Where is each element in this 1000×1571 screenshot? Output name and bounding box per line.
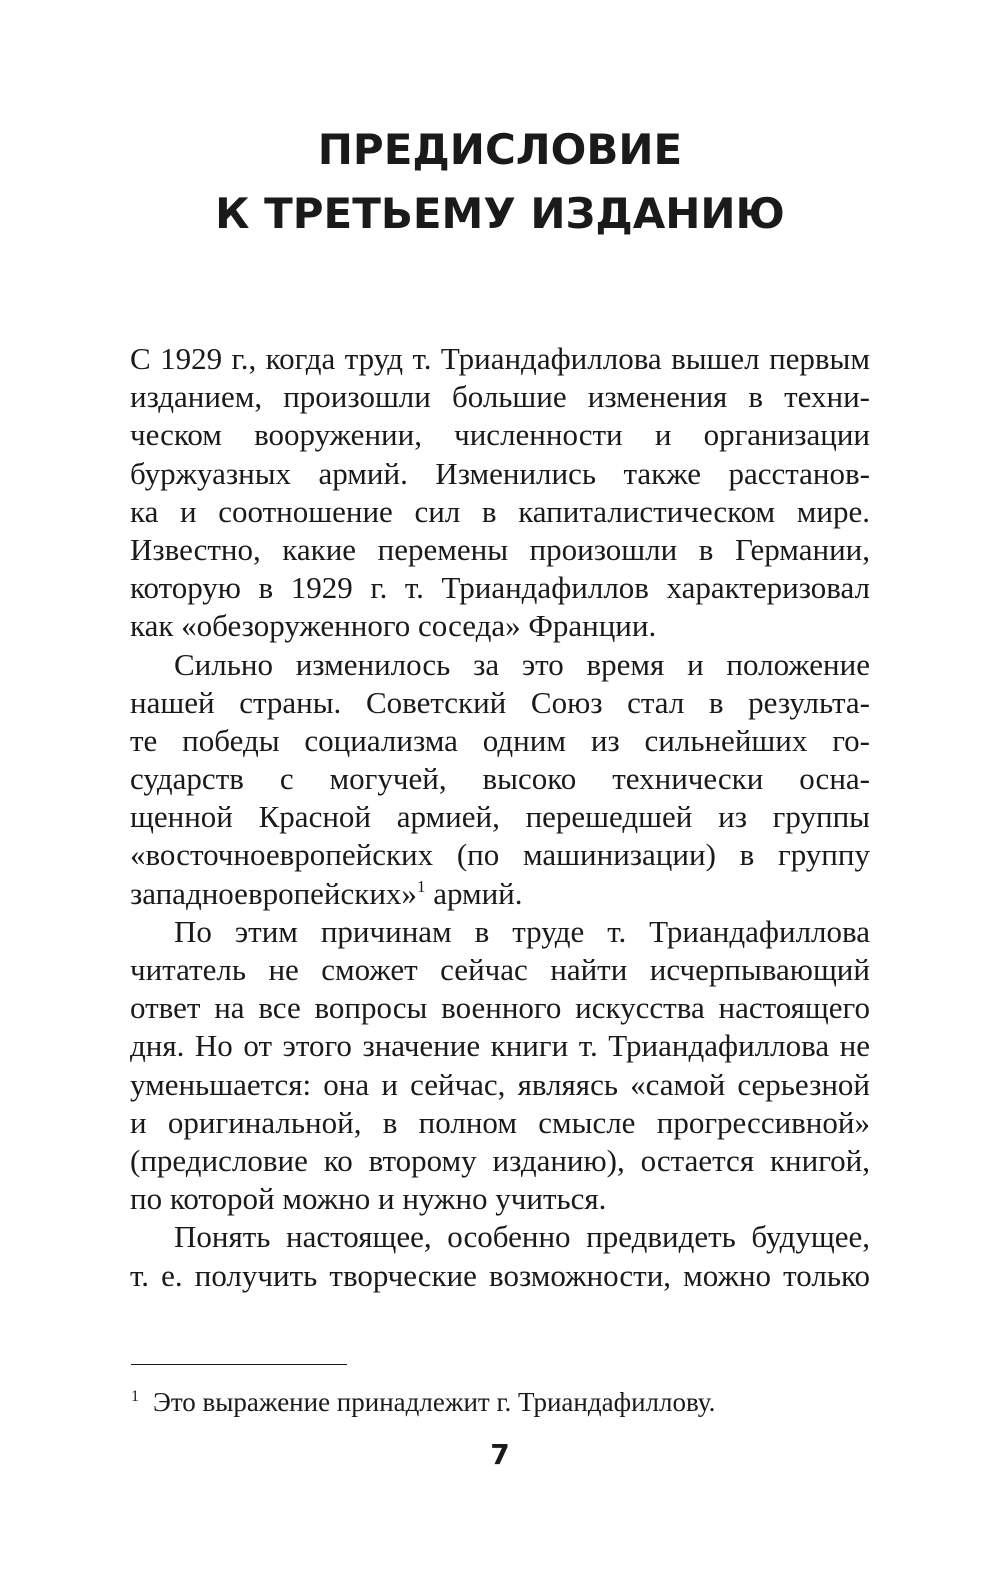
page-title [0, 118, 1000, 246]
text-line: ка и соотношение сил в капиталистическом мире. [130, 493, 870, 529]
text-line: изданием, произошли большие изменения в техни- [130, 379, 870, 415]
text-line: т. е. получить творческие возможности, можно только [130, 1257, 870, 1293]
footnote-separator [131, 1364, 347, 1365]
body-text [130, 340, 870, 1295]
text-fragment: армий. [425, 875, 523, 911]
footnote [131, 1385, 871, 1419]
text-line: Сильно изменилось за это время и положение [174, 646, 870, 682]
text-line [130, 875, 870, 913]
text-line: читатель не сможет сейчас найти исчерпывающий [130, 952, 870, 987]
text-line: (предисловие ко второму изданию), остается книгой, [130, 1142, 870, 1178]
text-line: которую в 1929 г. т. Триандафиллов характеризовал [130, 570, 870, 606]
text-line: щенной Красной армией, перешедшей из группы [130, 799, 870, 835]
page-number: 7 [490, 1438, 510, 1471]
title-line-2: К ТРЕТЬЕМУ ИЗДАНИЮ [215, 189, 785, 238]
text-line: По этим причинам в труде т. Триандафиллова [174, 913, 870, 949]
text-line: С 1929 г., когда труд т. Триандафиллова вышел первым [130, 341, 870, 376]
text-line: как «обезоруженного соседа» Франции. [130, 608, 657, 644]
footnote-reference[interactable]: 1 [416, 876, 426, 896]
text-line: ческом вооружении, численности и организации [130, 417, 870, 453]
footnote-text: Это выражение принадлежит г. Триандафиллову. [153, 1387, 716, 1417]
title-line-1: ПРЕДИСЛОВИЕ [317, 125, 683, 174]
text-line: уменьшается: она и сейчас, являясь «самой серьезной [130, 1066, 870, 1102]
text-line: те победы социализма одним из сильнейших го- [130, 722, 870, 758]
footnote-mark: 1 [131, 1388, 139, 1405]
text-fragment: западноевропейских» [130, 875, 417, 911]
text-line: сударств с могучей, высоко технически осна- [130, 761, 870, 797]
text-line: по которой можно и нужно учиться. [130, 1181, 607, 1217]
text-line: Известно, какие перемены произошли в Германии, [130, 531, 870, 567]
text-line: «восточноевропейских (по машинизации) в группу [130, 837, 870, 873]
text-line: ответ на все вопросы военного искусства настоящего [130, 990, 870, 1026]
text-line: буржуазных армий. Изменились также расстанов- [130, 455, 870, 491]
text-line: нашей страны. Советский Союз стал в результа- [130, 684, 870, 720]
text-line: и оригинальной, в полном смысле прогрессивной» [130, 1104, 870, 1140]
text-line: дня. Но от этого значение книги т. Триандафиллова не [130, 1028, 870, 1064]
text-line: Понять настоящее, особенно предвидеть будущее, [174, 1219, 870, 1255]
